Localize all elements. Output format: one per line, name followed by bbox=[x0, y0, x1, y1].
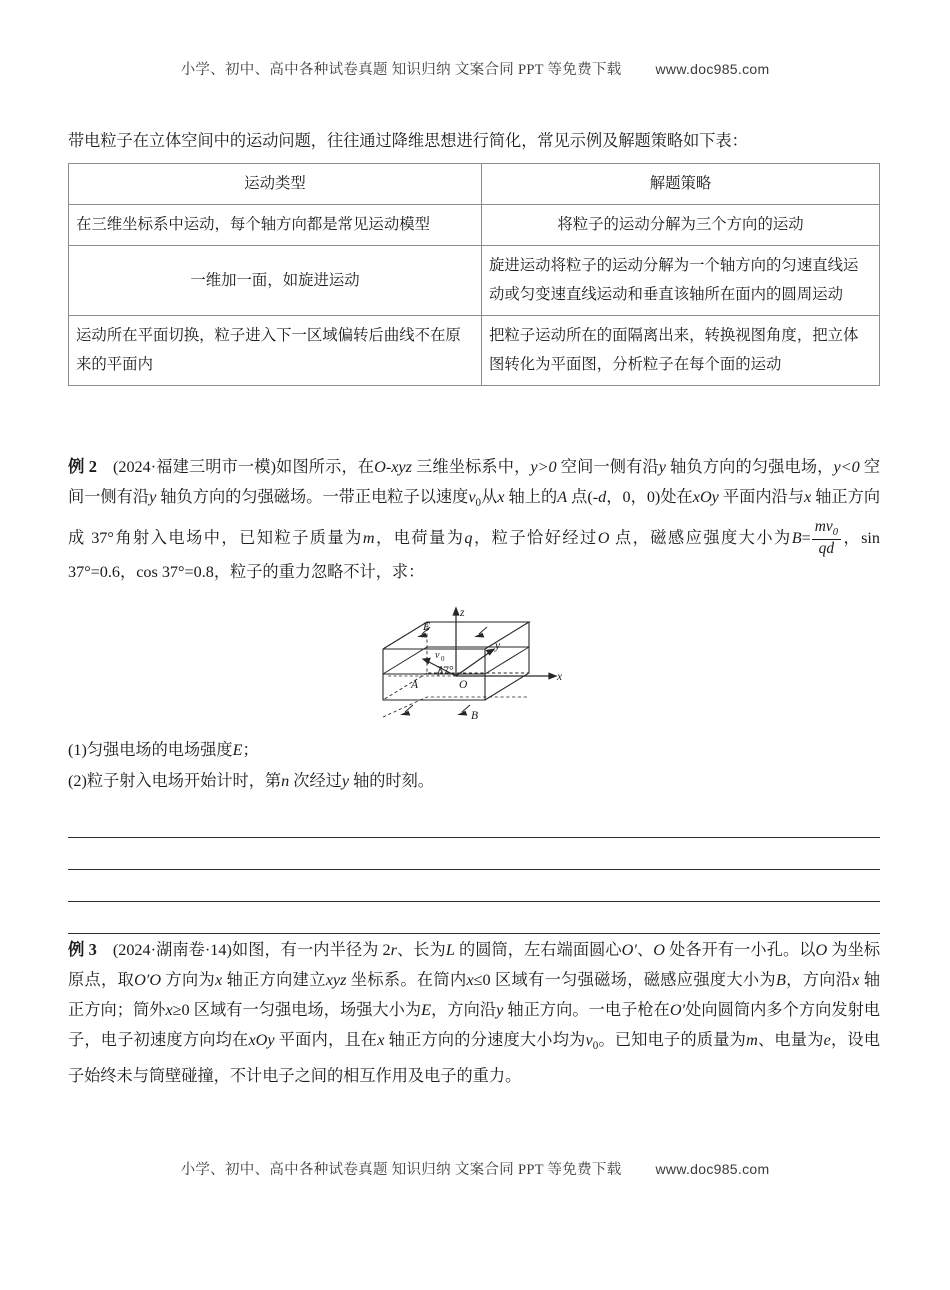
strategy-table bbox=[68, 163, 880, 386]
table-header-row bbox=[69, 164, 880, 205]
e2-s15: 点，磁感应强度大小为 bbox=[609, 529, 792, 547]
e3-s17: 平面内，且在 bbox=[274, 1031, 378, 1049]
answer-line[interactable] bbox=[68, 870, 880, 902]
table-row bbox=[69, 246, 880, 316]
example-2-block bbox=[68, 452, 880, 587]
var-e-3: e bbox=[823, 1031, 831, 1049]
var-OpO: O′O bbox=[134, 971, 162, 989]
label-velocity-sub: 0 bbox=[441, 655, 445, 663]
answer-line[interactable] bbox=[68, 902, 880, 934]
e2-s16: ，sin 37°=0.6，cos 37°=0.8，粒子的重力忽略不计，求： bbox=[68, 529, 881, 582]
example-2-label: 例 2 bbox=[68, 457, 97, 476]
cond2-x: x bbox=[165, 1001, 173, 1019]
e2-s4: 轴负方向的匀强电场， bbox=[665, 458, 834, 476]
q2-text-a: (2)粒子射入电场开始计时，第 bbox=[68, 772, 282, 790]
e3-s6: 为坐标原点，取 bbox=[68, 941, 881, 989]
var-O: O bbox=[653, 941, 665, 959]
equals-sign: = bbox=[801, 529, 811, 547]
e2-s12: 轴正方向成 37°角射入电场中，已知粒子质量为 bbox=[68, 488, 881, 547]
intro-text: 带电粒子在立体空间中的运动问题，往往通过降维思想进行简化，常见示例及解题策略如下表： bbox=[68, 132, 748, 150]
e3-s19: 。已知电子的质量为 bbox=[598, 1031, 747, 1049]
e3-s12: 轴正方向；筒外 bbox=[68, 971, 881, 1019]
e3-s20: 、电量为 bbox=[757, 1031, 824, 1049]
var-y: y bbox=[658, 458, 666, 476]
table-cell-strategy: 旋进运动将粒子的运动分解为一个轴方向的匀速直线运动或匀变速直线运动和垂直该轴所在面内的圆周运动 bbox=[482, 246, 880, 316]
formula-fraction bbox=[812, 518, 841, 557]
e3-s9: 坐标系。在筒内 bbox=[346, 971, 467, 989]
e2-s14: ，粒子恰好经过 bbox=[472, 529, 598, 547]
example-2-source: (2024·福建三明市一模) bbox=[112, 458, 276, 476]
example-3-text bbox=[68, 935, 880, 1091]
q2-text-c: 轴的时刻。 bbox=[349, 772, 434, 790]
answer-line[interactable] bbox=[68, 838, 880, 870]
e2-s1: 如图所示，在 bbox=[276, 458, 375, 476]
table-cell-type: 一维加一面，如旋进运动 bbox=[69, 246, 482, 316]
q1-text-a: (1)匀强电场的电场强度 bbox=[68, 741, 233, 759]
var-xOy: xOy bbox=[692, 488, 719, 506]
cond-y-gt-0: y>0 bbox=[530, 458, 557, 476]
label-point-A: A bbox=[411, 679, 419, 691]
table-row bbox=[69, 316, 880, 386]
intro-paragraph bbox=[68, 126, 880, 156]
var-r: r bbox=[390, 941, 397, 959]
e3-s15: 轴正方向。一电子枪在 bbox=[503, 1001, 670, 1019]
var-O: O bbox=[597, 529, 610, 547]
answer-lines bbox=[68, 806, 880, 934]
table-header-type: 运动类型 bbox=[69, 164, 482, 205]
e3-s4: 、 bbox=[636, 941, 654, 959]
q2-var-y: y bbox=[341, 772, 350, 790]
label-velocity: v bbox=[435, 650, 440, 661]
e-field-arrow-2-line bbox=[479, 627, 487, 634]
e2-s6: 轴负方向的匀强磁场。一带正电粒子以速度 bbox=[156, 488, 469, 506]
figure-svg bbox=[375, 604, 575, 736]
label-field-E: E bbox=[423, 621, 431, 633]
example-2-text bbox=[68, 452, 880, 587]
question-2 bbox=[68, 766, 880, 797]
var-v0-3: v bbox=[585, 1031, 593, 1049]
label-origin: O bbox=[459, 679, 468, 691]
figure-3d-box bbox=[0, 604, 950, 741]
z-axis-arrow bbox=[453, 608, 458, 615]
frac-v-sub: 0 bbox=[832, 526, 838, 538]
e2-s11: 平面内沿与 bbox=[718, 488, 804, 506]
box-hidden-edge-c bbox=[383, 673, 427, 700]
var-B-3: B bbox=[775, 971, 786, 989]
table-header-strategy: 解题策略 bbox=[482, 164, 880, 205]
label-z-axis: z bbox=[460, 607, 465, 619]
var-y2: y bbox=[149, 488, 157, 506]
e2-s5: 空间一侧有沿 bbox=[68, 458, 881, 506]
fraction-numerator bbox=[812, 518, 841, 539]
page-footer bbox=[0, 1158, 950, 1179]
var-x: x bbox=[497, 488, 505, 506]
b-field-arrow-2-line bbox=[462, 705, 470, 712]
var-B: B bbox=[791, 529, 802, 547]
var-v0: v bbox=[468, 488, 476, 506]
e3-s13: 区域有一匀强电场，场强大小为 bbox=[189, 1001, 422, 1019]
var-x-1: x bbox=[215, 971, 223, 989]
page-header bbox=[0, 58, 950, 79]
e3-s1: 如图，有一内半径为 2 bbox=[231, 941, 391, 959]
e2-s13: ，电荷量为 bbox=[374, 529, 465, 547]
e2-s2: 三维坐标系中， bbox=[411, 458, 531, 476]
var-xyz: xyz bbox=[325, 971, 347, 989]
cond1-rest: ≤0 bbox=[473, 971, 491, 989]
var-O-2: O bbox=[815, 941, 828, 959]
var-v0-sub: 0 bbox=[475, 497, 482, 510]
var-m-3: m bbox=[746, 1031, 758, 1049]
label-field-B: B bbox=[471, 710, 479, 722]
answer-line[interactable] bbox=[68, 806, 880, 838]
table-cell-type: 在三维坐标系中运动，每个轴方向都是常见运动模型 bbox=[69, 205, 482, 246]
e2-s7: 从 bbox=[481, 488, 498, 506]
e3-s14: ，方向沿 bbox=[431, 1001, 497, 1019]
e2-s9: 点(- bbox=[567, 488, 599, 506]
footer-url: www.doc985.com bbox=[655, 1161, 770, 1177]
x-axis-arrow bbox=[549, 673, 556, 678]
e3-s3: 的圆筒，左右端面圆心 bbox=[454, 941, 622, 959]
var-x-3: x bbox=[377, 1031, 385, 1049]
var-xOy-3: xOy bbox=[248, 1031, 275, 1049]
label-x-axis: x bbox=[557, 671, 563, 683]
var-L: L bbox=[445, 941, 455, 959]
var-v0-sub-3: 0 bbox=[592, 1040, 599, 1053]
frac-m: m bbox=[814, 517, 826, 535]
table-row bbox=[69, 205, 880, 246]
e2-s8: 轴上的 bbox=[504, 488, 558, 506]
velocity-vector-arrow bbox=[423, 658, 430, 663]
e3-s18: 轴正方向的分速度大小均为 bbox=[384, 1031, 586, 1049]
e3-s8: 轴正方向建立 bbox=[222, 971, 326, 989]
var-E-3: E bbox=[421, 1001, 432, 1019]
example-3-source: (2024·湖南卷·14) bbox=[112, 941, 232, 959]
var-m: m bbox=[362, 529, 375, 547]
cond1-x: x bbox=[466, 971, 474, 989]
table-cell-strategy: 将粒子的运动分解为三个方向的运动 bbox=[482, 205, 880, 246]
var-O-prime-2: O′ bbox=[669, 1001, 686, 1019]
table-cell-strategy: 把粒子运动所在的面隔离出来，转换视图角度，把立体图转化为平面图，分析粒子在每个面的运动 bbox=[482, 316, 880, 386]
q1-var-E: E bbox=[232, 741, 243, 759]
label-angle: 37° bbox=[437, 663, 454, 677]
footer-text: 小学、初中、高中各种试卷真题 知识归纳 文案合同 PPT 等免费下载 bbox=[180, 1162, 622, 1178]
var-x-2: x bbox=[852, 971, 860, 989]
example-2-questions bbox=[68, 735, 880, 797]
e2-s10: ，0，0)处在 bbox=[606, 488, 693, 506]
question-1 bbox=[68, 735, 880, 766]
e3-s11: ，方向沿 bbox=[785, 971, 853, 989]
e3-s2: 、长为 bbox=[396, 941, 446, 959]
var-x2: x bbox=[803, 488, 812, 506]
q1-text-b: ； bbox=[242, 741, 259, 759]
header-url: www.doc985.com bbox=[655, 61, 770, 77]
e3-s7: 方向为 bbox=[161, 971, 215, 989]
table-cell-type: 运动所在平面切换，粒子进入下一区域偏转后曲线不在原来的平面内 bbox=[69, 316, 482, 386]
var-Oxyz: O-xyz bbox=[374, 458, 412, 476]
q2-text-b: 次经过 bbox=[289, 772, 342, 790]
var-y-3: y bbox=[496, 1001, 504, 1019]
example-3-block bbox=[68, 935, 880, 1091]
cond-y-lt-0: y<0 bbox=[833, 458, 860, 476]
var-q: q bbox=[464, 529, 473, 547]
e2-s3: 空间一侧有沿 bbox=[556, 458, 659, 476]
frac-v: v bbox=[825, 517, 833, 535]
header-text: 小学、初中、高中各种试卷真题 知识归纳 文案合同 PPT 等免费下载 bbox=[180, 62, 622, 78]
cond2-rest: ≥0 bbox=[172, 1001, 190, 1019]
example-3-label: 例 3 bbox=[68, 940, 97, 959]
e3-s21: ，设电子始终未与筒壁碰撞，不计电子之间的相互作用及电子的重力。 bbox=[68, 1031, 881, 1086]
e3-s16: 处向圆筒内多个方向发射电子，电子初速度方向均在 bbox=[68, 1001, 881, 1049]
e3-s10: 区域有一匀强磁场，磁感应强度大小为 bbox=[490, 971, 776, 989]
label-y-axis: y bbox=[495, 640, 501, 652]
var-A: A bbox=[557, 488, 568, 506]
e3-s5: 处各开有一小孔。以 bbox=[664, 941, 816, 959]
q2-var-n: n bbox=[281, 772, 290, 790]
fraction-denominator: qd bbox=[812, 539, 841, 557]
var-d: d bbox=[598, 488, 607, 506]
var-O-prime: O′ bbox=[621, 941, 637, 959]
